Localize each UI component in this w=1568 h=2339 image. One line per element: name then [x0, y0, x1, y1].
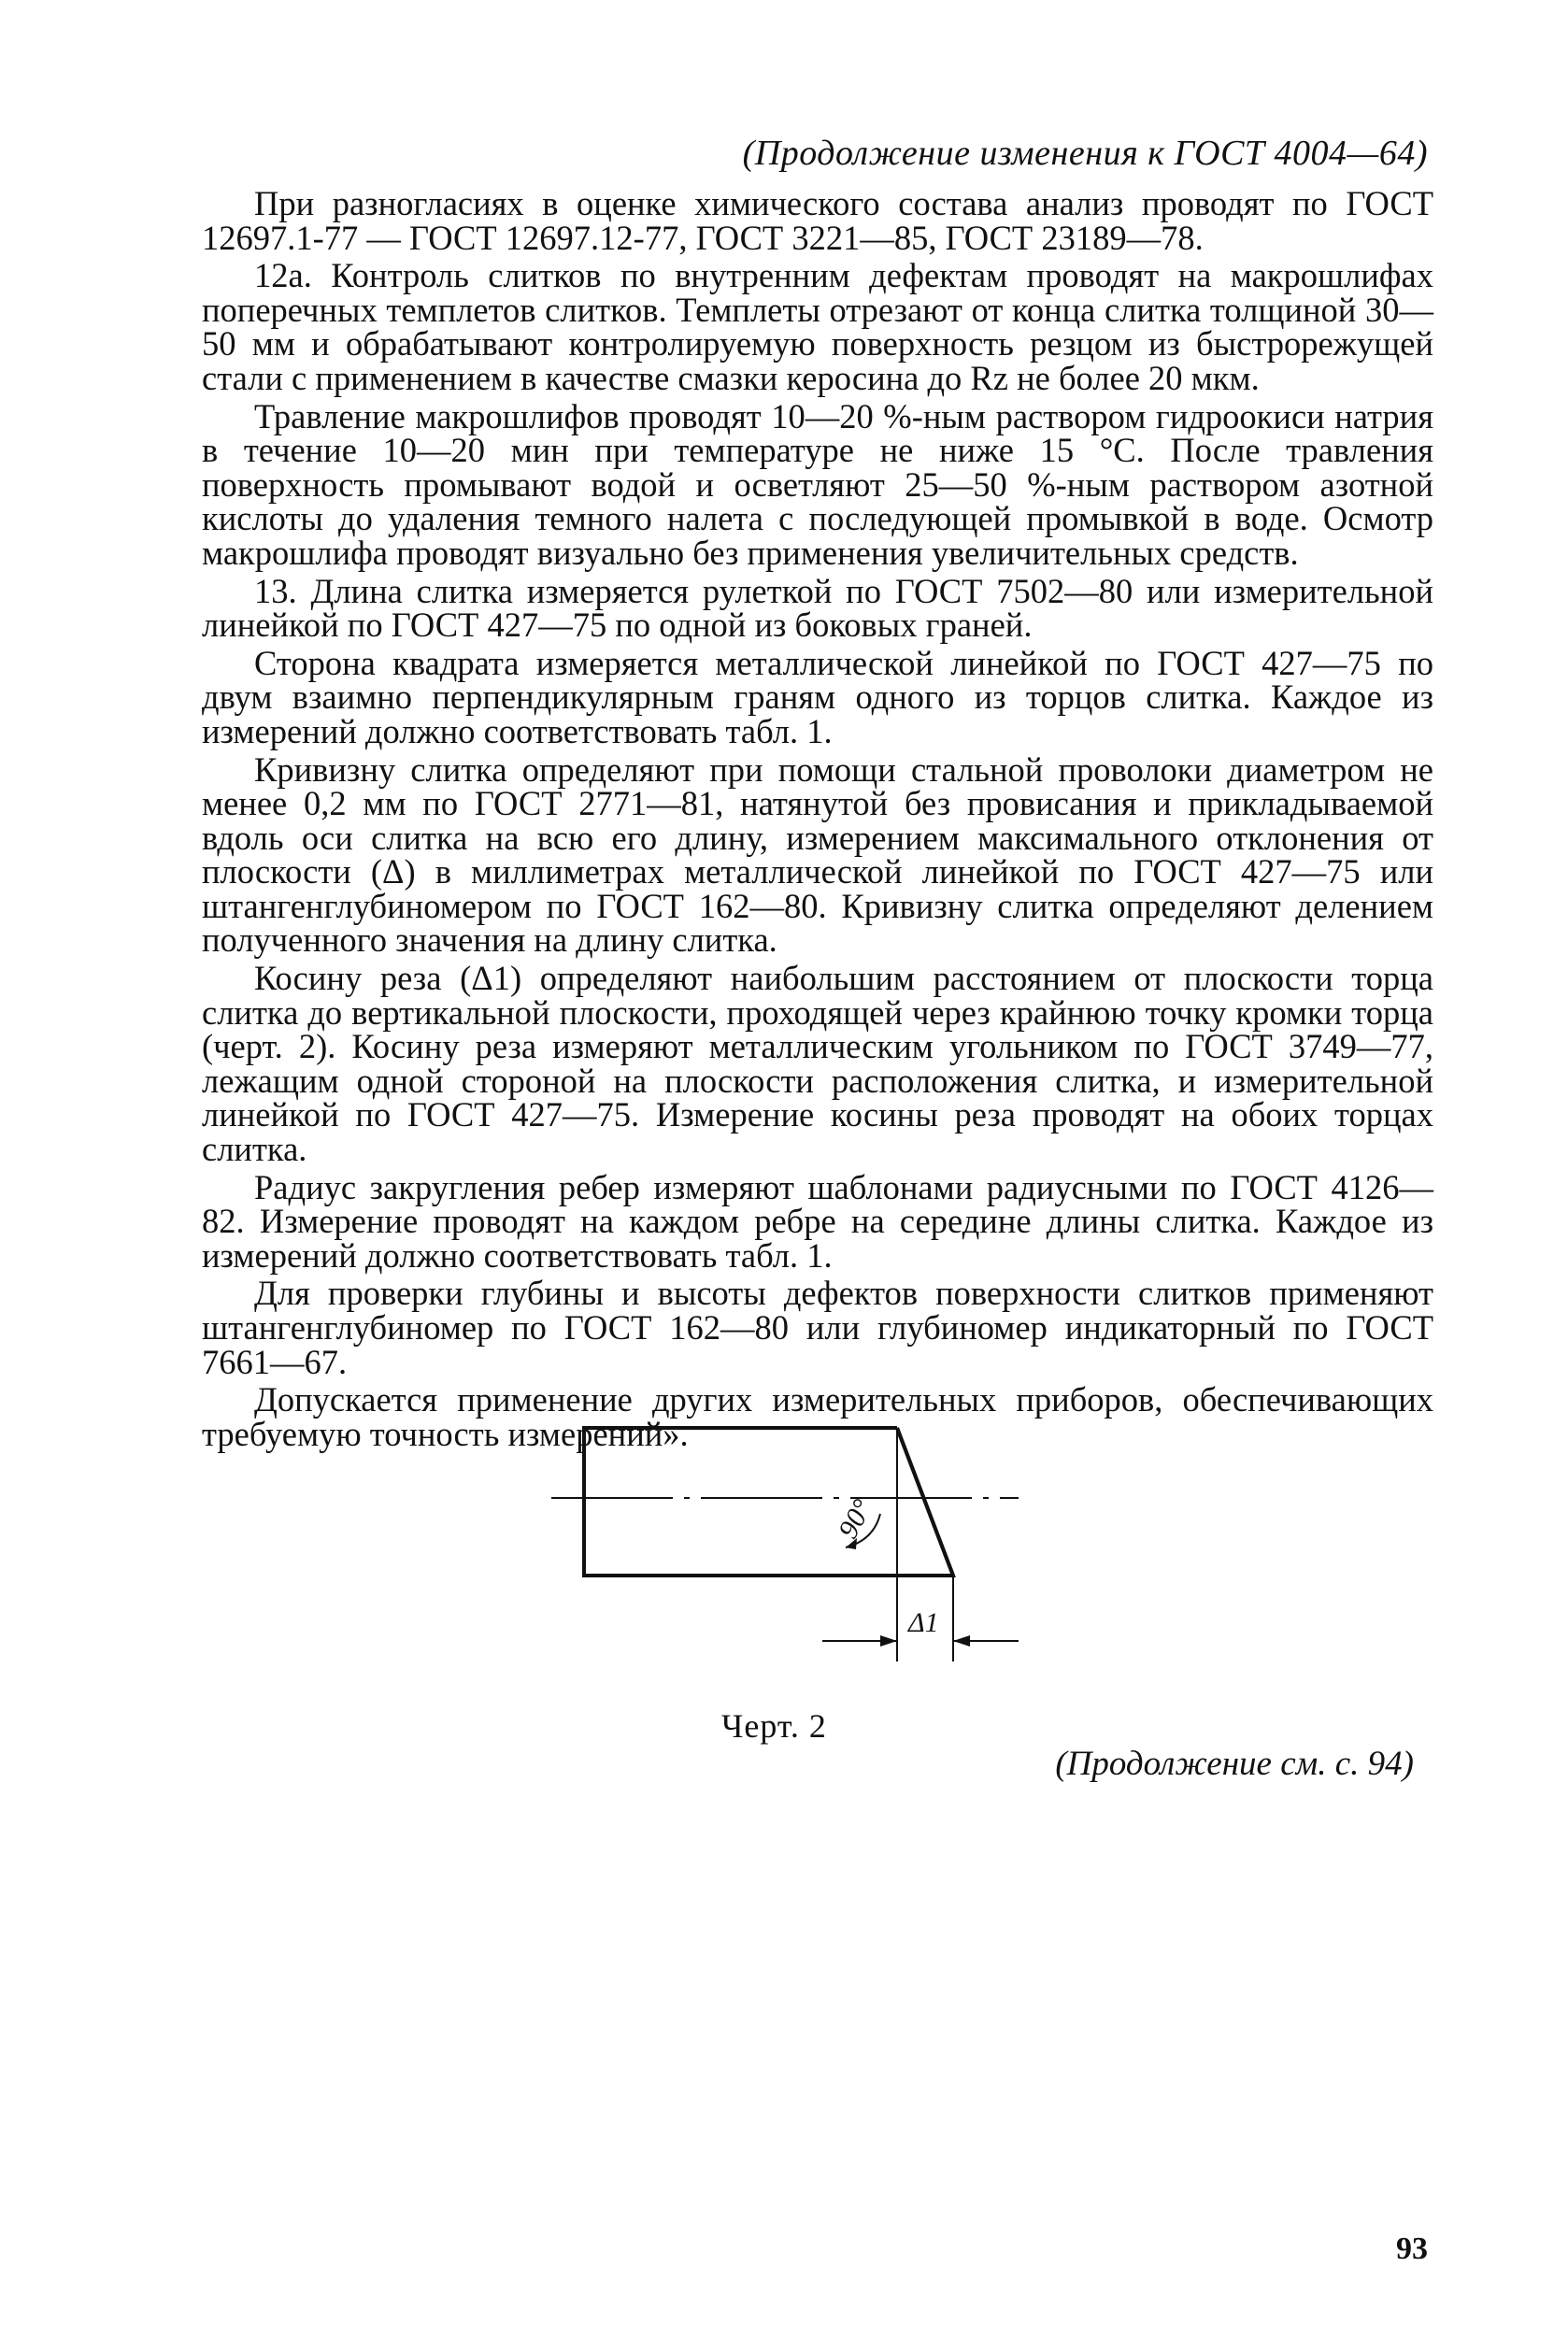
paragraph-3: Травление макрошлифов проводят 10—20 %-ным раствором гидроокиси натрия в течение 10—20 мин при температуре не ниже 15 °С. После травления поверхность промывают водой и осветляют 25—50 %-ным раствором азотной кислоты до удаления темного налета с последующей промывкой в воде. Осмотр макрошлифа проводят визуально без применения увеличительных средств. [202, 396, 1433, 572]
paragraph-5: Сторона квадрата измеряется металлической линейкой по ГОСТ 427—75 по двум взаимно перпендикулярным граням одного из торцов слитка. Каждое из измерений должно соответствовать табл. 1. [202, 643, 1433, 750]
ingot-cut-svg [542, 1409, 1028, 1690]
page-number: 93 [1396, 2232, 1428, 2266]
paragraph-7: Косину реза (Δ1) определяют наибольшим расстоянием от плоскости торца слитка до вертикальной плоскости, проходящей через крайнюю точку кромки торца (черт. 2). Косину реза измеряют металлическим угольником по ГОСТ 3749—77, лежащим одной стороной на плоскости расположения слитка, и измерительной линейкой по ГОСТ 427—75. Измерение косины реза проводят на обоих торцах слитка. [202, 959, 1433, 1169]
paragraph-1: При разногласиях в оценке химического состава анализ проводят по ГОСТ 12697.1-77 — ГОСТ 12697.12-77, ГОСТ 3221—85, ГОСТ 23189—78. [202, 184, 1433, 257]
paragraph-10: Допускается применение других измерительных приборов, обеспечивающих требуемую точность измерений». [202, 1380, 1433, 1453]
continuation-header: (Продолжение изменения к ГОСТ 4004—64) [742, 134, 1428, 173]
ingot-top-edge-to-cut [897, 1428, 953, 1576]
delta-label: Δ1 [908, 1607, 939, 1638]
paragraph-2: 12а. Контроль слитков по внутренним дефектам проводят на макрошлифах поперечных темплетов слитков. Темплеты отрезают от конца слитка толщиной 30—50 мм и обрабатывают контролируемую поверхность резцом из быстрорежущей стали с применением в качестве смазки керосина до Rz не более 20 мкм. [202, 256, 1433, 397]
continuation-note: (Продолжение см. с. 94) [1055, 1745, 1414, 1783]
figure-caption: Черт. 2 [721, 1707, 827, 1745]
paragraph-9: Для проверки глубины и высоты дефектов поверхности слитков применяют штангенглубиномер по ГОСТ 162—80 или глубиномер индикаторный по ГОСТ 7661—67. [202, 1274, 1433, 1381]
dimension-arrow-left [880, 1635, 897, 1647]
angle-label: 90° [832, 1494, 878, 1544]
paragraph-6: Кривизну слитка определяют при помощи стальной проволоки диаметром не менее 0,2 мм по ГОСТ 2771—81, натянутой без провисания и прикладываемой вдоль оси слитка на всю его длину, измерением максимального отклонения от плоскости (Δ) в миллиметрах металлической линейкой по ГОСТ 427—75 или штангенглубиномером по ГОСТ 162—80. Кривизну слитка определяют делением полученного значения на длину слитка. [202, 749, 1433, 960]
body-text [202, 184, 1433, 1455]
ingot-cut-diagram [542, 1409, 1028, 1690]
paragraph-4: 13. Длина слитка измеряется рулеткой по ГОСТ 7502—80 или измерительной линейкой по ГОСТ 427—75 по одной из боковых граней. [202, 571, 1433, 645]
dimension-arrow-right [953, 1635, 970, 1647]
paragraph-8: Радиус закругления ребер измеряют шаблонами радиусными по ГОСТ 4126—82. Измерение проводят на каждом ребре на середине длины слитка. Каждое из измерений должно соответствовать табл. 1. [202, 1167, 1433, 1275]
